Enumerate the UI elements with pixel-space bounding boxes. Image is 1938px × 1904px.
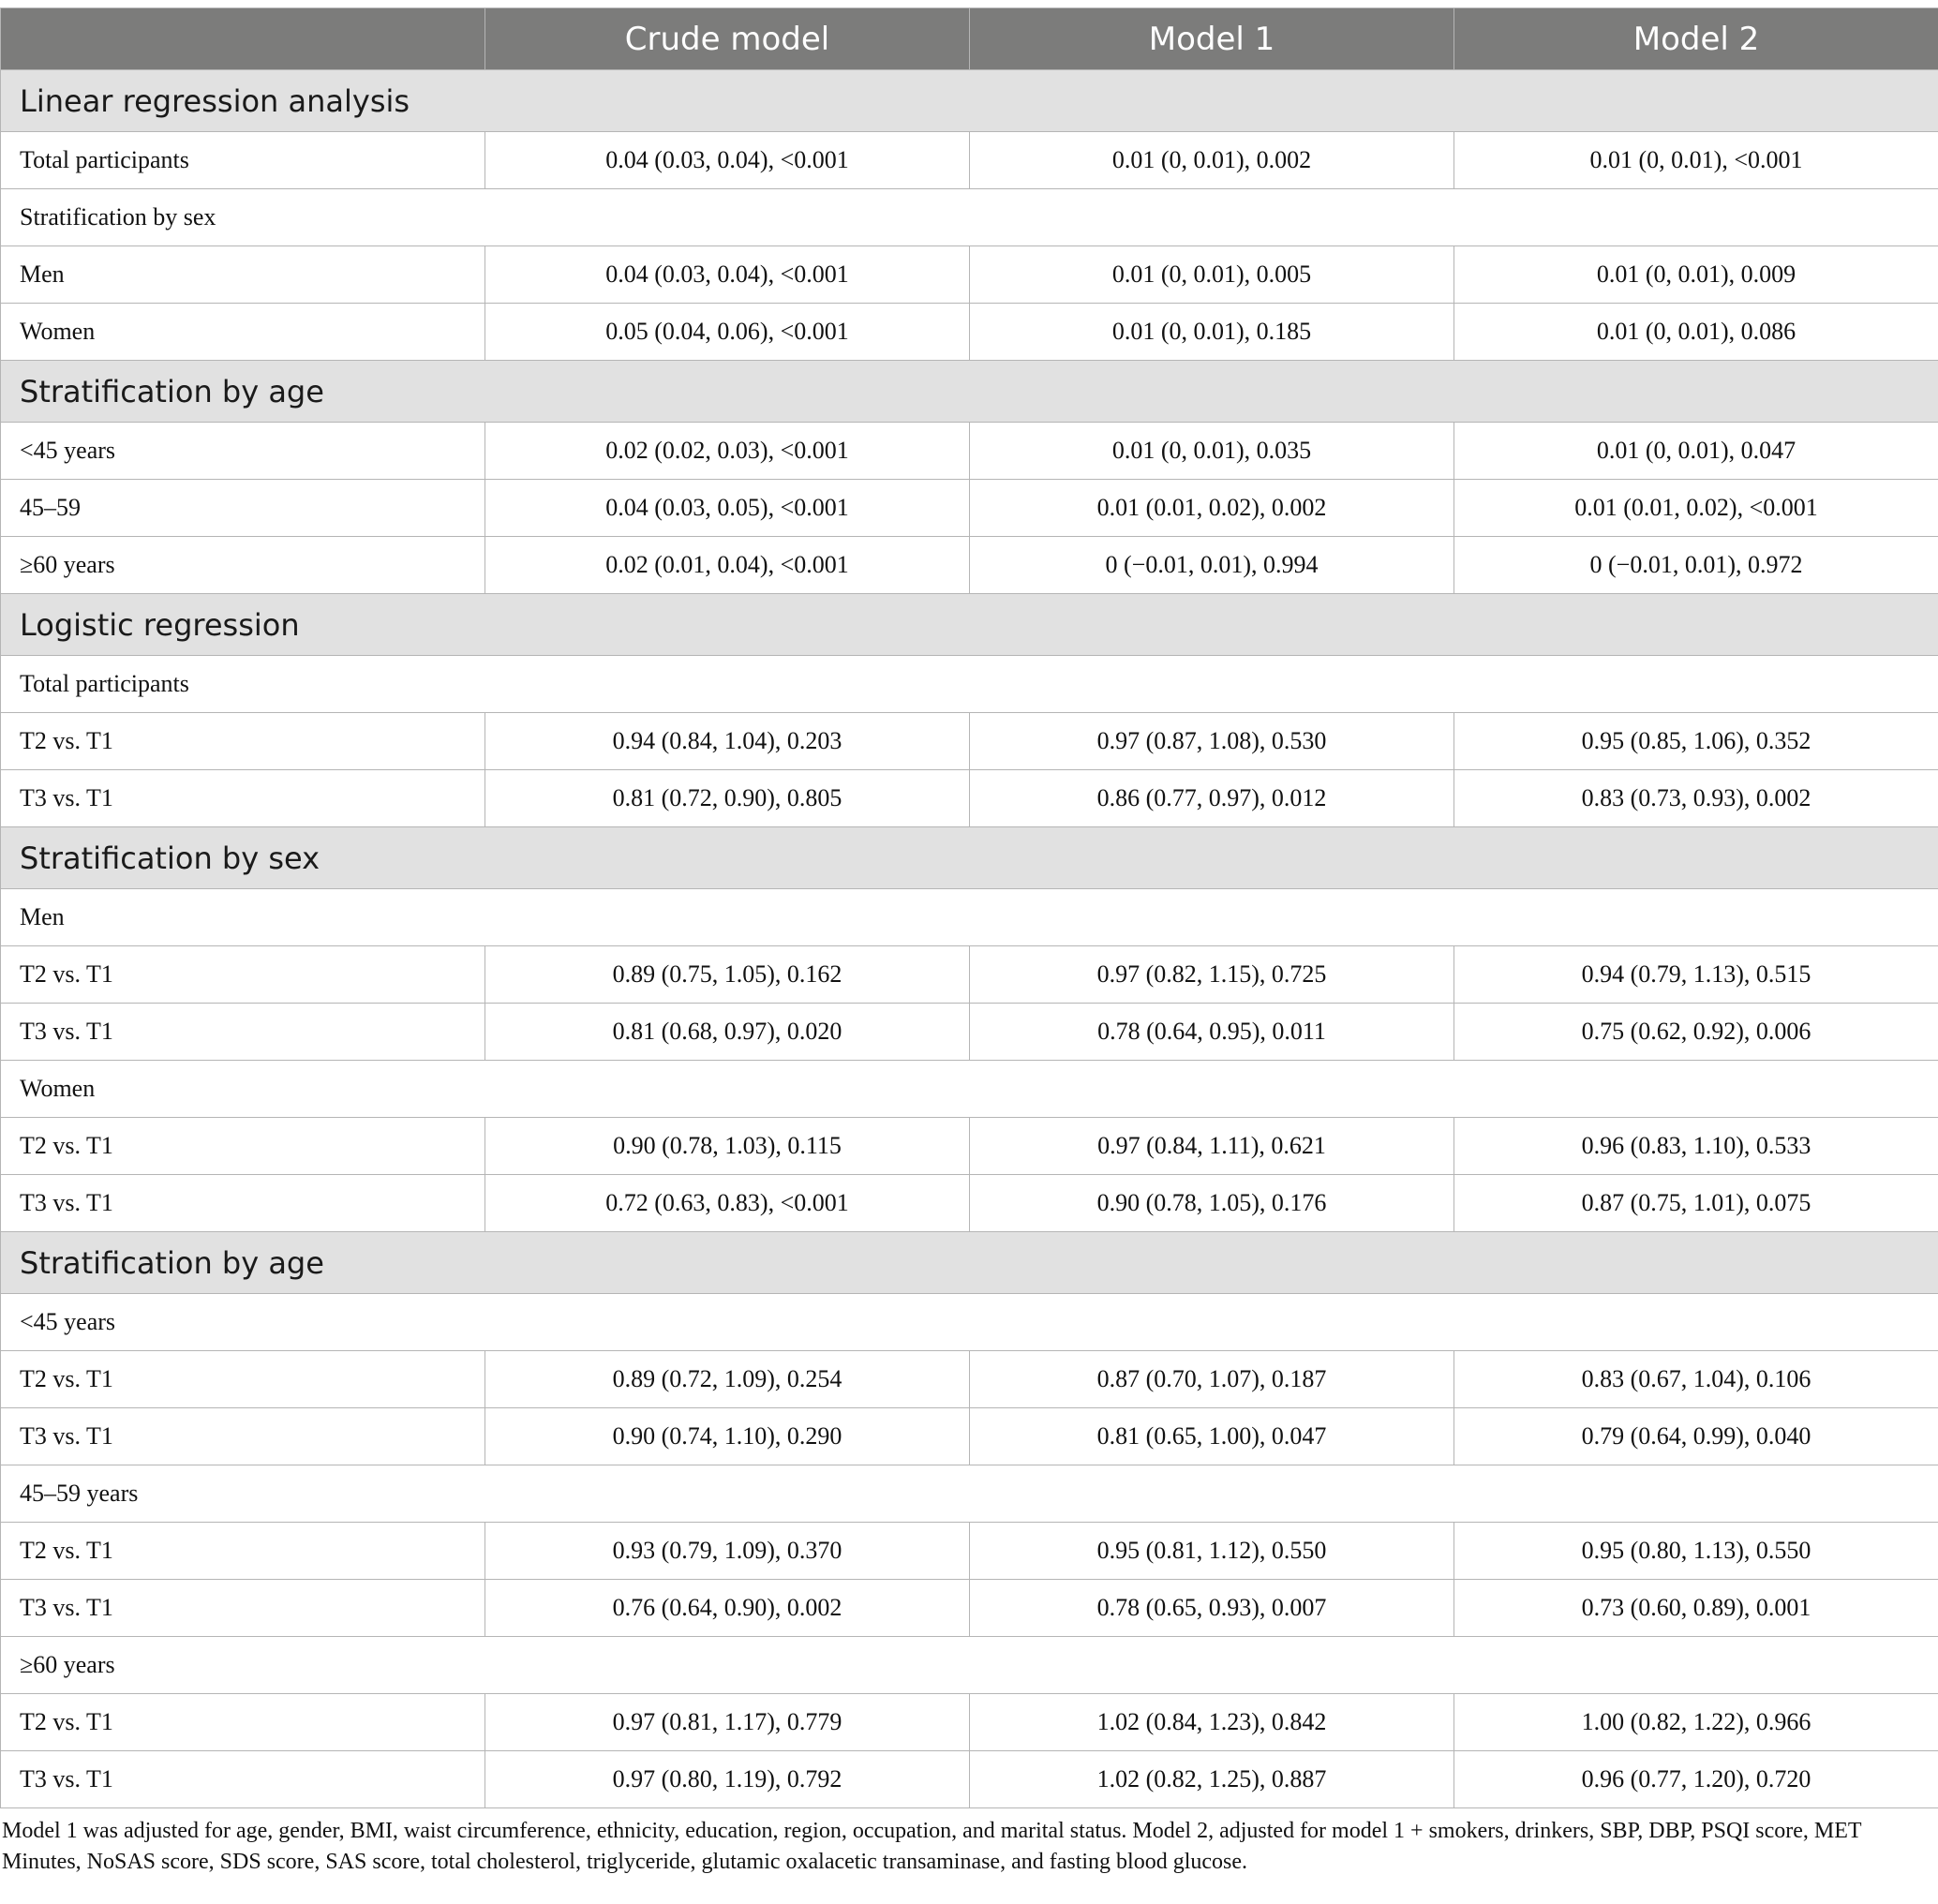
- section-header-row: [1, 1232, 1938, 1294]
- subgroup-row: [1, 189, 1938, 246]
- cell-model-2: 0.95 (0.80, 1.13), 0.550: [1454, 1523, 1938, 1580]
- cell-crude-model: 0.76 (0.64, 0.90), 0.002: [485, 1580, 970, 1637]
- row-label: T3 vs. T1: [1, 770, 485, 827]
- section-title: Linear regression analysis: [1, 70, 1938, 132]
- cell-model-1: 0.95 (0.81, 1.12), 0.550: [970, 1523, 1454, 1580]
- cell-crude-model: 0.81 (0.68, 0.97), 0.020: [485, 1004, 970, 1061]
- cell-model-2: 0.01 (0, 0.01), <0.001: [1454, 132, 1938, 189]
- table-row: [1, 713, 1938, 770]
- row-label: T2 vs. T1: [1, 1694, 485, 1751]
- table-body: [1, 70, 1938, 1808]
- cell-model-1: 0.87 (0.70, 1.07), 0.187: [970, 1351, 1454, 1408]
- table-row: [1, 770, 1938, 827]
- cell-model-1: 0.01 (0, 0.01), 0.005: [970, 246, 1454, 304]
- cell-crude-model: 0.81 (0.72, 0.90), 0.805: [485, 770, 970, 827]
- table-row: [1, 423, 1938, 480]
- table-row: [1, 1408, 1938, 1465]
- table-row: [1, 946, 1938, 1004]
- cell-model-2: 0.87 (0.75, 1.01), 0.075: [1454, 1175, 1938, 1232]
- cell-model-2: 0 (−0.01, 0.01), 0.972: [1454, 537, 1938, 594]
- subgroup-row: [1, 1637, 1938, 1694]
- cell-model-1: 0.86 (0.77, 0.97), 0.012: [970, 770, 1454, 827]
- table-row: [1, 1351, 1938, 1408]
- subgroup-label: <45 years: [1, 1294, 1938, 1351]
- row-label: T2 vs. T1: [1, 1351, 485, 1408]
- table-row: [1, 1580, 1938, 1637]
- section-title: Logistic regression: [1, 594, 1938, 656]
- row-label: T3 vs. T1: [1, 1004, 485, 1061]
- section-title: Stratification by sex: [1, 827, 1938, 889]
- row-label: T3 vs. T1: [1, 1580, 485, 1637]
- header-cell-label: [1, 8, 485, 70]
- row-label: T2 vs. T1: [1, 713, 485, 770]
- section-header-row: [1, 361, 1938, 423]
- header-cell-model-2: Model 2: [1454, 8, 1938, 70]
- table-row: [1, 1523, 1938, 1580]
- cell-crude-model: 0.90 (0.74, 1.10), 0.290: [485, 1408, 970, 1465]
- subgroup-row: [1, 1061, 1938, 1118]
- cell-model-2: 0.01 (0.01, 0.02), <0.001: [1454, 480, 1938, 537]
- cell-model-1: 1.02 (0.82, 1.25), 0.887: [970, 1751, 1454, 1808]
- cell-model-2: 0.01 (0, 0.01), 0.047: [1454, 423, 1938, 480]
- row-label: T3 vs. T1: [1, 1751, 485, 1808]
- subgroup-row: [1, 1465, 1938, 1523]
- row-label: T2 vs. T1: [1, 1523, 485, 1580]
- header-row: [1, 8, 1938, 70]
- cell-model-1: 0.01 (0, 0.01), 0.035: [970, 423, 1454, 480]
- table-row: [1, 480, 1938, 537]
- subgroup-row: [1, 889, 1938, 946]
- table-footnote: Model 1 was adjusted for age, gender, BMI, waist circumference, ethnicity, education, region, occupation, and marital status. Model 2, adjusted for model 1 + smokers, drinkers, SBP, DBP, PSQI score, MET Minutes, NoSAS score, SDS score, SAS score, total cholesterol, triglyceride, glutamic oxalacetic transaminase, and fasting blood glucose.: [2, 1819, 1862, 1874]
- section-title: Stratification by age: [1, 1232, 1938, 1294]
- cell-model-2: 0.01 (0, 0.01), 0.086: [1454, 304, 1938, 361]
- row-label: T3 vs. T1: [1, 1175, 485, 1232]
- cell-crude-model: 0.90 (0.78, 1.03), 0.115: [485, 1118, 970, 1175]
- cell-model-2: 0.79 (0.64, 0.99), 0.040: [1454, 1408, 1938, 1465]
- cell-model-1: 1.02 (0.84, 1.23), 0.842: [970, 1694, 1454, 1751]
- table-row: [1, 1004, 1938, 1061]
- cell-model-1: 0.78 (0.65, 0.93), 0.007: [970, 1580, 1454, 1637]
- subgroup-label: Men: [1, 889, 1938, 946]
- cell-model-1: 0.90 (0.78, 1.05), 0.176: [970, 1175, 1454, 1232]
- regression-results-table: [0, 7, 1938, 1808]
- row-label: T2 vs. T1: [1, 1118, 485, 1175]
- cell-model-2: 0.95 (0.85, 1.06), 0.352: [1454, 713, 1938, 770]
- cell-model-2: 0.75 (0.62, 0.92), 0.006: [1454, 1004, 1938, 1061]
- subgroup-label: Total participants: [1, 656, 1938, 713]
- row-label: Women: [1, 304, 485, 361]
- cell-crude-model: 0.93 (0.79, 1.09), 0.370: [485, 1523, 970, 1580]
- row-label: Men: [1, 246, 485, 304]
- cell-model-2: 0.94 (0.79, 1.13), 0.515: [1454, 946, 1938, 1004]
- cell-crude-model: 0.04 (0.03, 0.05), <0.001: [485, 480, 970, 537]
- row-label: ≥60 years: [1, 537, 485, 594]
- cell-model-2: 0.73 (0.60, 0.89), 0.001: [1454, 1580, 1938, 1637]
- cell-model-2: 0.83 (0.67, 1.04), 0.106: [1454, 1351, 1938, 1408]
- section-title: Stratification by age: [1, 361, 1938, 423]
- cell-model-1: 0.01 (0, 0.01), 0.185: [970, 304, 1454, 361]
- row-label: 45–59: [1, 480, 485, 537]
- cell-model-1: 0.01 (0, 0.01), 0.002: [970, 132, 1454, 189]
- subgroup-label: 45–59 years: [1, 1465, 1938, 1523]
- row-label: T3 vs. T1: [1, 1408, 485, 1465]
- cell-crude-model: 0.94 (0.84, 1.04), 0.203: [485, 713, 970, 770]
- cell-model-1: 0.01 (0.01, 0.02), 0.002: [970, 480, 1454, 537]
- cell-crude-model: 0.04 (0.03, 0.04), <0.001: [485, 246, 970, 304]
- cell-model-1: 0.81 (0.65, 1.00), 0.047: [970, 1408, 1454, 1465]
- cell-model-1: 0.97 (0.84, 1.11), 0.621: [970, 1118, 1454, 1175]
- table-row: [1, 304, 1938, 361]
- cell-model-2: 0.96 (0.77, 1.20), 0.720: [1454, 1751, 1938, 1808]
- section-header-row: [1, 827, 1938, 889]
- cell-model-2: 0.83 (0.73, 0.93), 0.002: [1454, 770, 1938, 827]
- cell-crude-model: 0.02 (0.01, 0.04), <0.001: [485, 537, 970, 594]
- row-label: T2 vs. T1: [1, 946, 485, 1004]
- table-row: [1, 537, 1938, 594]
- cell-crude-model: 0.89 (0.72, 1.09), 0.254: [485, 1351, 970, 1408]
- subgroup-label: Stratification by sex: [1, 189, 1938, 246]
- cell-model-1: 0 (−0.01, 0.01), 0.994: [970, 537, 1454, 594]
- table-row: [1, 1751, 1938, 1808]
- cell-model-2: 0.96 (0.83, 1.10), 0.533: [1454, 1118, 1938, 1175]
- cell-crude-model: 0.97 (0.80, 1.19), 0.792: [485, 1751, 970, 1808]
- cell-crude-model: 0.97 (0.81, 1.17), 0.779: [485, 1694, 970, 1751]
- cell-model-1: 0.97 (0.82, 1.15), 0.725: [970, 946, 1454, 1004]
- cell-crude-model: 0.89 (0.75, 1.05), 0.162: [485, 946, 970, 1004]
- cell-model-2: 0.01 (0, 0.01), 0.009: [1454, 246, 1938, 304]
- table-row: [1, 1694, 1938, 1751]
- table-row: [1, 132, 1938, 189]
- cell-model-1: 0.78 (0.64, 0.95), 0.011: [970, 1004, 1454, 1061]
- section-header-row: [1, 594, 1938, 656]
- section-header-row: [1, 70, 1938, 132]
- subgroup-label: Women: [1, 1061, 1938, 1118]
- cell-model-2: 1.00 (0.82, 1.22), 0.966: [1454, 1694, 1938, 1751]
- table-row: [1, 246, 1938, 304]
- cell-crude-model: 0.02 (0.02, 0.03), <0.001: [485, 423, 970, 480]
- results-table-container: [0, 7, 1938, 1808]
- cell-model-1: 0.97 (0.87, 1.08), 0.530: [970, 713, 1454, 770]
- subgroup-row: [1, 1294, 1938, 1351]
- row-label: Total participants: [1, 132, 485, 189]
- subgroup-row: [1, 656, 1938, 713]
- subgroup-label: ≥60 years: [1, 1637, 1938, 1694]
- table-row: [1, 1175, 1938, 1232]
- header-cell-crude-model: Crude model: [485, 8, 970, 70]
- cell-crude-model: 0.04 (0.03, 0.04), <0.001: [485, 132, 970, 189]
- cell-crude-model: 0.72 (0.63, 0.83), <0.001: [485, 1175, 970, 1232]
- table-header: [1, 8, 1938, 70]
- header-cell-model-1: Model 1: [970, 8, 1454, 70]
- table-row: [1, 1118, 1938, 1175]
- cell-crude-model: 0.05 (0.04, 0.06), <0.001: [485, 304, 970, 361]
- row-label: <45 years: [1, 423, 485, 480]
